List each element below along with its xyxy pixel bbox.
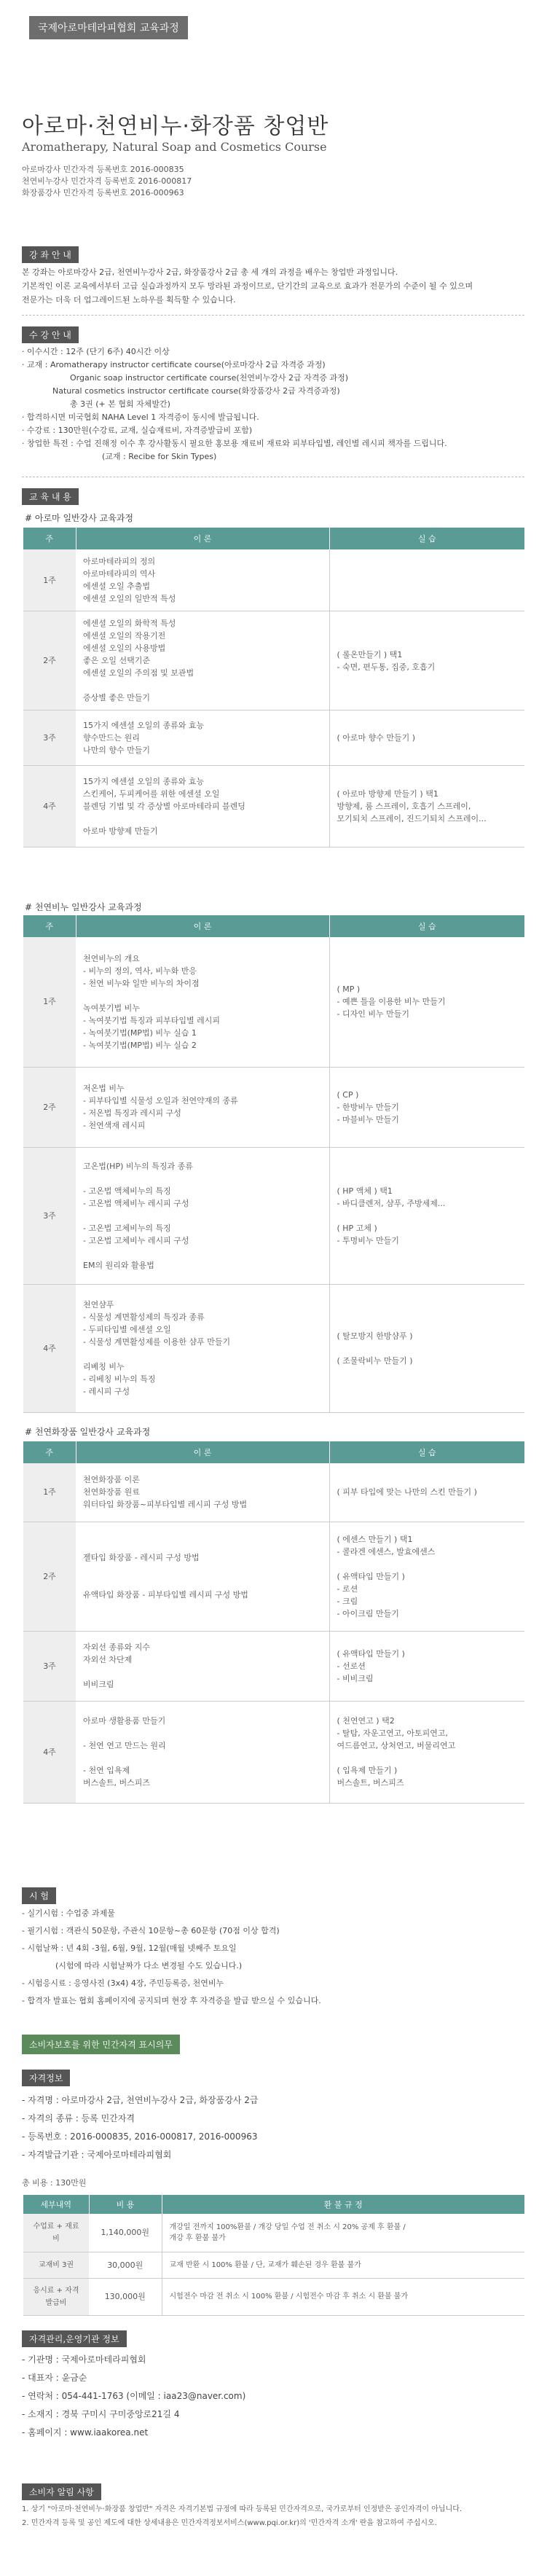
col-refund: 환 불 규 정 [162,2195,524,2214]
aroma-table [23,528,524,847]
total-fee: 총 비용 : 130만원 [22,2178,87,2188]
col-practice: 실 습 [329,915,524,937]
table-row: 1주 천연비누의 개요 - 비누의 정의, 역사, 비누화 반응 - 천연 비누와 일반 비누의 차이점 녹여붓기법 비누 - 녹여붓기법 특징과 피부타입별 레시피 - 녹여붓기법(MP법) 비누 실습 1 - 녹여붓기법(MP법) 비누 실습 2 ( MP ) - 예쁜 틀을 이용한 비누 만들기 - 디자인 비누 만들기 [23,937,524,1067]
col-theory: 이 론 [76,1441,329,1463]
table-row: 2주 젤타입 화장품 - 레시피 구성 방법 유액타입 화장품 - 피부타입별 레시피 구성 방법 ( 에센스 만들기 ) 택1 - 콜라겐 에센스, 발효에센스 ( 유액타입 만들기 ) - 로션 - 크림 - 아이크림 만들기 [23,1522,524,1631]
registration-aroma: 아로마강사 민간자격 등록번호 2016-000835 [22,165,184,174]
col-practice: 실 습 [329,1441,524,1463]
table-row: 3주 고온법(HP) 비누의 특징과 종류 - 고온법 액체비누의 특징 - 고온법 액체비누 레시피 구성 - 고온법 고체비누의 특징 - 고온법 고체비누 레시피 구성 EM의 원리와 활용법 ( HP 액체 ) 택1 - 바디클렌저, 샴푸, 주방세제... ( HP 고체 ) - 투명비누 만들기 [23,1147,524,1284]
cosmetics-table [23,1441,524,1804]
guide-list: · 이수시간 : 12주 (단기 6주) 40시간 이상 · 교재 : Aromatherapy instructor certificate course(아로마강사 2급 자격증 과정) Organic soap instructor certificate course(천연비누강사 2급 자격증 과정) Natural cosmetics instructor certificate course(화장품강사 2급 자격증과정) 총 3권 (+ 본 협회 자체발간) · 합격하시면 미국협회 NAHA Level 1 자격증이 동시에 발급됩니다. · 수강료 : 130만원(수강료, 교재, 실습재료비, 자격증발급비 포함) · 창업한 특전 : 수업 진해정 이수 후 강사활동시 필요한 홍보용 재료비 재료와 피부타입별, 레인별 레시피 책자를 드립니다. (교재 : Recibe for Skin Types) [22,347,447,461]
caution-tag: 소비자 알림 사항 [22,2483,101,2500]
table-row: 4주 아로마 생활용품 만들기 - 천연 연고 만드는 원리 - 천연 입욕제 버스솔트, 버스피즈 ( 천연연고 ) 택2 - 탈탐, 자운고연고, 아토피연고, 여드름연고, 상처연고, 버물리연고 ( 입욕제 만들기 ) 버스솔트, 버스피즈 [23,1701,524,1803]
table-row: 3주 15가지 에센셜 오일의 종류와 효능 향수만드는 원리 나만의 향수 만들기 ( 아로마 향수 만들기 ) [23,710,524,766]
operator-tag: 자격관리,운영기관 정보 [22,2330,127,2347]
col-cost: 비 용 [89,2195,162,2214]
col-week: 주 [23,1441,76,1463]
caution-list: 1. 상기 "아로마·천연비누·화장품 창업반" 자격은 자격기본법 규정에 따라 등록된 민간자격으로, 국가로부터 인정받은 공인자격이 아닙니다. 2. 민간자격 등록 및 공인 제도에 대한 상세내용은 민간자격정보서비스(www.pqi.or.kr)의 '민간자격 소개' 란을 참고하여 주십시오. [22,2505,463,2527]
operator-list: - 기관명 : 국제아로마테라피협회 - 대표자 : 윤금순 - 연락처 : 054-441-1763 (이메일 : iaa23@naver.com) - 소재지 : 경북 구미시 구미중앙로21길 4 - 홈페이지 : www.iaakorea.net [22,2354,246,2438]
curriculum-tag: 교 육 내 용 [22,488,79,505]
table-row: 2주 저온법 비누 - 피부타입별 식물성 오일과 천연약재의 종류 - 저온법 특징과 레시피 구성 - 천연색재 레시피 ( CP ) - 한방비누 만들기 - 마블비누 만들기 [23,1067,524,1147]
col-theory: 이 론 [76,528,329,549]
col-week: 주 [23,915,76,937]
registration-cosmetics: 화장품강사 민간자격 등록번호 2016-000963 [22,188,184,197]
intro-text: 본 강좌는 아로마강사 2급, 천연비누강사 2급, 화장품강사 2급 총 세 개의 과정을 배우는 창업반 과정입니다. 기본적인 이론 교육에서부터 고급 실습과정까지 모두 망라된 과정이므로, 단기간의 교육으로 효과가 전문가의 수준이 될 수 있으며 전문가는 더욱 더 업그레이드된 노하우를 획득할 수 있습니다. [22,267,473,305]
header-tag: 국제아로마테라피협회 교육과정 [29,16,188,39]
col-week: 주 [23,528,76,549]
table-row: 응시료 + 자격발급비 130,000원 시험전수 마감 전 취소 시 100% 환불 / 시험전수 마감 후 취소 시 환불 불가 [23,2278,524,2315]
table-row: 1주 천연화장품 이론 천연화장품 원료 워터타입 화장품~피부타입별 레시피 구성 방법 ( 피부 타입에 맞는 나만의 스킨 만들기 ) [23,1463,524,1522]
page-title: 아로마·천연비누·화장품 창업반 [22,114,329,139]
soap-heading: # 천연비누 일반강사 교육과정 [25,902,142,912]
divider [22,315,524,316]
col-item: 세부내역 [23,2195,89,2214]
col-theory: 이 론 [76,915,329,937]
info-list: - 자격명 : 아로마강사 2급, 천연비누강사 2급, 화장품강사 2급 - 자격의 종류 : 등록 민간자격 - 등록번호 : 2016-000835, 2016-000817, 2016-000963 - 자격발급기관 : 국제아로마테라피협회 [22,2095,259,2160]
fee-table [23,2195,524,2316]
table-row: 1주 아로마테라피의 정의 아로마테라피의 역사 에센셜 오일 추출법 에센셜 오일의 일반적 특성 [23,549,524,611]
cosmetics-heading: # 천연화장품 일반강사 교육과정 [25,1427,151,1437]
english-title: Aromatherapy, Natural Soap and Cosmetics Course [22,140,327,154]
table-row: 4주 15가지 에센셜 오일의 종류와 효능 스킨케어, 두피케어를 위한 에센셜 오일 블렌딩 기법 및 각 증상별 아로마테라피 블렌딩 아로마 방향제 만들기 ( 아로마 방향제 만들기 ) 택1 방향제, 룸 스프레이, 호흡기 스프레이, 모기퇴치 스프레이, 진드기퇴치 스프레이... [23,766,524,847]
consumer-band: 소비자보호를 위한 민간자격 표시의무 [22,2035,180,2054]
intro-tag: 강 좌 안 내 [22,246,79,263]
soap-table [23,915,524,1413]
table-row: 4주 천연샴푸 - 식물성 계면활성제의 특징과 종류 - 두피타입별 에센셜 오일 - 식물성 계면활성제를 이용한 샴푸 만들기 리베칭 비누 - 리베칭 비누의 특징 - 레시피 구성 ( 탈모방지 한방샴푸 ) ( 조물락비누 만들기 ) [23,1284,524,1412]
exam-tag: 시 험 [22,1887,56,1904]
registration-soap: 천연비누강사 민간자격 등록번호 2016-000817 [22,176,192,186]
table-row: 2주 에센셜 오일의 화학적 특성 에센셜 오일의 작용기전 에센셜 오일의 사용방법 좋은 오일 선택기준 에센셜 오일의 주의점 및 보관법 증상별 좋은 만들기 ( 롤온만들기 ) 택1 - 숙면, 편두통, 집중, 호흡기 [23,611,524,710]
table-row: 수업료 + 재료비 1,140,000원 개강일 전까지 100%환불 / 개강 당일 수업 전 취소 시 20% 공제 후 환불 / 개강 후 환불 불가 [23,2214,524,2252]
aroma-heading: # 아로마 일반강사 교육과정 [25,513,134,523]
guide-tag: 수 강 안 내 [22,326,79,343]
exam-list: - 실기시험 : 수업중 과제물 - 필기시험 : 객관식 50문항, 주관식 10문항~총 60문항 (70점 이상 합격) - 시험날짜 : 년 4회 -3월, 6월, 9월, 12월(매월 넷째주 토요일 (시험에 따라 시험날짜가 다소 변경될 수도 있습니다.) - 시험응시료 : 응영사진 (3x4) 4장, 주민등록증, 천연비누 - 합격자 발표는 협회 홈페이지에 공지되며 현장 후 자격증을 발급 받으실 수 있습니다. [22,1908,321,2005]
info-tag: 자격정보 [22,2070,70,2086]
table-row: 3주 자외선 종류와 지수 자외선 차단제 비비크림 ( 유액타입 만들기 ) - 선로션 - 비비크림 [23,1631,524,1701]
col-practice: 실 습 [329,528,524,549]
table-row: 교재비 3권 30,000원 교재 반환 시 100% 환불 / 단, 교재가 훼손된 경우 환불 불가 [23,2252,524,2278]
